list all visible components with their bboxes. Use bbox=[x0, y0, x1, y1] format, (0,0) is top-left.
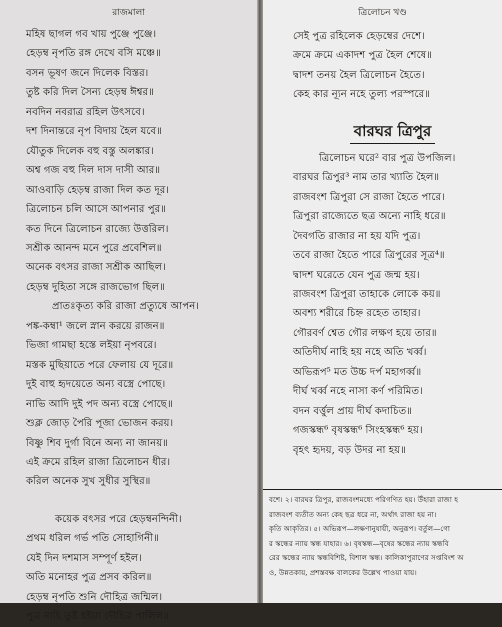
footnote-line: র স্কন্ধের ন্যায় স্কন্ধ যাহার। ৬। বৃষস্কন্ধ—বৃষের স্কন্ধের ন্যায় স্কন্ধবি bbox=[269, 538, 449, 548]
verse-line: রাজবংশ ত্রিপুরা তাহাকে লোকে কয়॥ bbox=[293, 288, 441, 300]
verse-line: হেড়ম্ব দুহিতা সঙ্গে রাজভোগ ছিল॥ bbox=[26, 281, 165, 293]
verse-line: অতি মনোহর পুত্র প্রসব করিল॥ bbox=[26, 572, 152, 584]
verse-line: ক্রমে ক্রমে একাদশ পুত্র হৈল শেষে॥ bbox=[293, 50, 433, 62]
verse-line: তবে রাজা হৈতে পারে ত্রিপুরের সূত্র⁴॥ bbox=[293, 250, 445, 262]
verse-line: প্রথম ধরিল গর্ভ পতি সোহাগিনী॥ bbox=[26, 533, 159, 545]
verse-line: ত্রিলোচন ঘরে² বার পুত্র উপজিল। bbox=[319, 152, 456, 164]
footnotes bbox=[263, 489, 502, 581]
verse-line: এই ক্রমে রহিল রাজা ত্রিলোচন ধীর। bbox=[26, 456, 171, 468]
verse-line: রাজবংশ ত্রিপুরা সে রাজা হৈতে পারে। bbox=[293, 191, 445, 203]
verse-block-left-lower bbox=[0, 510, 257, 627]
running-head-right: ত্রিলোচন খণ্ড bbox=[358, 8, 407, 18]
right-page bbox=[263, 0, 502, 603]
verse-line: অভিরূপ⁵ মত উচ্চ দর্প মহাগর্ব্ব॥ bbox=[293, 366, 422, 378]
verse-line: বৃহৎ হৃদয়, বড় উদর না হয়॥ bbox=[293, 444, 406, 456]
verse-line: বিষ্ণু শিব দুর্গা বিনে অন্য না জানয়॥ bbox=[26, 437, 169, 449]
verse-line: কেহ কার ন্যূন নহে তুল্য পরস্পরে॥ bbox=[293, 89, 430, 101]
verse-line: ত্রিপুরা রাজ্যেতে ছত্র অন্যে নাহি ধরে॥ bbox=[293, 211, 446, 223]
verse-line: যেই দিন দশমাস সম্পূর্ণ হইল। bbox=[26, 552, 142, 564]
verse-line: বদন বর্ত্তুল প্রায় দীর্ঘ কদাচিত॥ bbox=[293, 405, 412, 417]
running-head-left: রাজমালা bbox=[112, 8, 145, 18]
footnote-line: ও, উন্নতকায়, প্রশস্তবক্ষ বালকের উল্লেখ পাওয়া যায়। bbox=[269, 567, 417, 577]
verse-line: পুত্র নাহি তুষ্ট হইয়া দৌহিত্র পালিল॥ bbox=[26, 611, 170, 623]
footnote-line: রাজবংশ ব্যতীত অন্য কেহ ছত্র ধরে না, অর্থাৎ রাজা হয় না। bbox=[269, 509, 437, 519]
verse-line: অবশ্য শরীরে চিহ্ন রহেত তাহার। bbox=[293, 308, 421, 320]
verse-line: কত দিনে ত্রিলোচন রাজ্যে উত্তরিল। bbox=[26, 223, 169, 235]
footnote-line: কৃতি আকৃতির। ৫। অভিরূপ—লক্ষণানুযায়ী, অনুরূপ। বর্তুল—গো bbox=[269, 524, 451, 534]
verse-line: নবদিন নবরাত্র রহিল উৎসবে। bbox=[26, 106, 145, 118]
verse-line: আওবাড়ি হেড়ম্ব রাজা দিল কত দূর। bbox=[26, 184, 169, 196]
section-title bbox=[263, 121, 502, 144]
verse-line: অনেক বৎসর রাজা সশ্রীক আছিল। bbox=[26, 262, 166, 274]
verse-line: নাভি আদি দুই পদ অন্য বস্ত্রে পোছে॥ bbox=[26, 398, 173, 410]
verse-line: দৈবগতি রাজার না হয় যদি পুত্র। bbox=[293, 230, 421, 242]
verse-line: দ্বাদশ তনয় হৈল ত্রিলোচন হৈতে। bbox=[293, 69, 425, 81]
verse-line: অশ্ব গজ বহু দিল দাস দাসী আর॥ bbox=[26, 165, 161, 177]
section-title-text: বারঘর ত্রিপুর bbox=[350, 121, 435, 144]
verse-block-right-top bbox=[263, 27, 502, 105]
verse-line: হেড়ম্ব নৃপতি শুনি দৌহিত্র জন্মিল। bbox=[26, 591, 163, 603]
verse-line: দীর্ঘ খর্ব্ব নহে নাসা কর্ণ পরিমিত। bbox=[293, 386, 423, 398]
verse-line: বসন ভূষণ জনে দিলেক বিস্তর। bbox=[26, 67, 149, 79]
verse-line: মস্তক মুছিয়াতে পরে ফেলায় যে দূরে॥ bbox=[26, 359, 174, 371]
footnote-line: রের স্কন্ধের ন্যায় স্কন্ধবিশিষ্ট, বিশাল স্কন্ধ। কালিকাপুরাণের সপ্তবিংশ অ bbox=[269, 553, 464, 563]
footnote-line: বশে। ২। বারঘর ত্রিপুর, রাজবংশমধ্যে পরিগণিত হয়। উঁহারা রাজা হ bbox=[269, 495, 459, 504]
verse-line: পঙ্ক-কম্বা¹ জলে স্নান করয়ে রাজন॥ bbox=[26, 320, 165, 332]
verse-line: কয়েক বৎসর পরে হেড়ম্বনন্দিনী। bbox=[55, 513, 182, 525]
verse-line: সশ্রীক আনন্দ মনে পুরে প্রবেশিল॥ bbox=[26, 242, 162, 254]
verse-line: দুই বাহু হৃদয়েতে অন্য বস্ত্রে পোছে। bbox=[26, 379, 166, 391]
verse-line: শুক্ল জোড় পৈরি পূজা ভোজন করয়। bbox=[26, 418, 174, 430]
verse-line: ভিজা গামছা হস্তে লইয়া নৃপবরে। bbox=[26, 340, 157, 352]
verse-line: দশ দিনান্তরে নৃপ বিদায় হৈল যবে॥ bbox=[26, 126, 162, 138]
verse-line: অতিদীর্ঘ নাহি হয় নহে অতি খর্ব্ব। bbox=[293, 347, 427, 359]
verse-line: গজস্কন্ধ⁶ বৃষস্কন্ধ⁶ সিংহস্কন্ধ⁶ হয়। bbox=[293, 425, 423, 437]
verse-block-right bbox=[263, 149, 502, 460]
verse-line: ত্রিলোচন চলি আসে আপনার পুর॥ bbox=[26, 204, 166, 216]
verse-line: সেই পুত্র রহিলেক হেড়ম্বের দেশে। bbox=[293, 31, 425, 42]
verse-line: মহিষ ছাগল গব খায় পুঞ্জে পুঞ্জে। bbox=[26, 29, 157, 40]
verse-line: দ্বাদশ ঘরেতে যেন পুত্র জন্ম হয়। bbox=[293, 269, 420, 281]
verse-line: করিল অনেক সুখ সুধীর সুস্থির॥ bbox=[26, 476, 151, 488]
verse-line: গৌরবর্ণ শ্বেত গৌর লক্ষণ হয়ে তার॥ bbox=[293, 327, 437, 339]
verse-line: প্রাতঃকৃত্য করি রাজা প্রত্যুষে আপন। bbox=[52, 301, 200, 313]
stanza-gap bbox=[0, 492, 257, 504]
verse-block-left bbox=[0, 25, 257, 492]
verse-line: যৌতুক দিলেক বহু বস্তু অলঙ্কার। bbox=[26, 145, 154, 157]
verse-line: তুষ্ট করি দিল সৈন্য হেড়ম্ব ঈশ্বর॥ bbox=[26, 87, 154, 99]
verse-line: হেড়ম্ব নৃপতি রঙ্গ দেখে বসি মঞ্চে॥ bbox=[26, 48, 161, 60]
verse-line: বারঘর ত্রিপুর³ নাম তার খ্যাতি হৈল॥ bbox=[293, 172, 440, 184]
